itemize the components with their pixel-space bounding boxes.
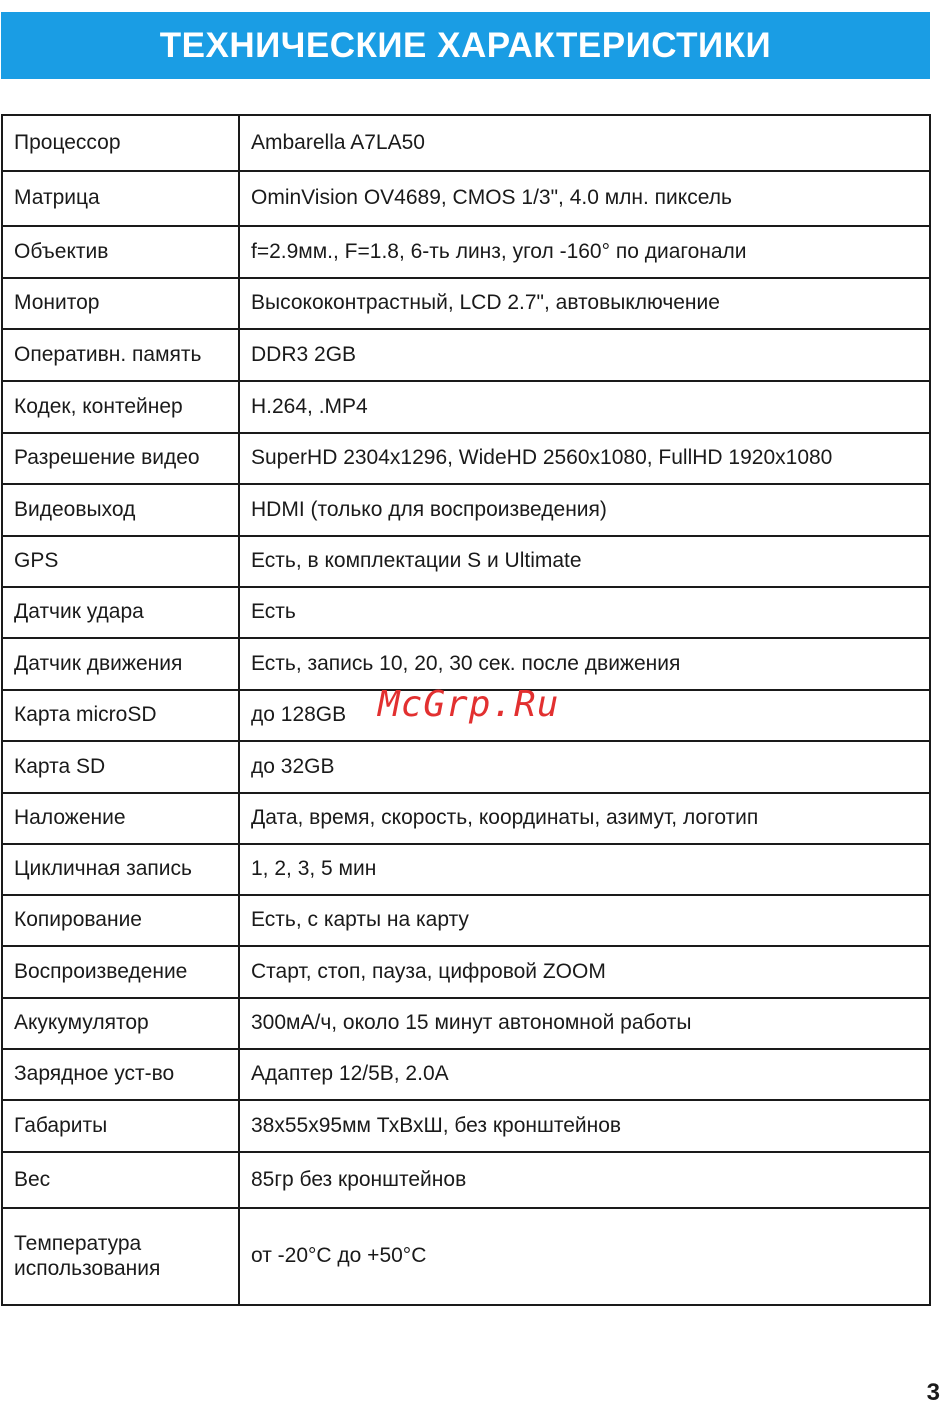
spec-label: Зарядное уст-во xyxy=(2,1049,239,1100)
spec-label: Карта microSD xyxy=(2,690,239,741)
spec-value: до 128GB xyxy=(239,690,930,741)
spec-label: Разрешение видео xyxy=(2,433,239,484)
spec-label: Монитор xyxy=(2,278,239,329)
watermark-text: McGrp.Ru xyxy=(378,684,560,725)
spec-value: H.264, .MP4 xyxy=(239,381,930,433)
spec-value: 85гр без кронштейнов xyxy=(239,1152,930,1208)
spec-label: Воспроизведение xyxy=(2,946,239,998)
table-row xyxy=(2,329,930,381)
page-number: 3 xyxy=(926,1379,940,1406)
spec-label: Карта SD xyxy=(2,741,239,793)
spec-label: Цикличная запись xyxy=(2,844,239,895)
spec-value: Есть xyxy=(239,587,930,638)
table-row xyxy=(2,278,930,329)
spec-value: Есть, в комплектации S и Ultimate xyxy=(239,536,930,587)
table-row xyxy=(2,638,930,690)
table-row xyxy=(2,536,930,587)
spec-label: GPS xyxy=(2,536,239,587)
spec-value: DDR3 2GB xyxy=(239,329,930,381)
spec-value: OminVision OV4689, CMOS 1/3", 4.0 млн. пиксель xyxy=(239,171,930,226)
spec-value: Ambarella A7LA50 xyxy=(239,115,930,171)
spec-value: Старт, стоп, пауза, цифровой ZOOM xyxy=(239,946,930,998)
table-row xyxy=(2,1049,930,1100)
spec-value: Высококонтрастный, LCD 2.7", автовыключение xyxy=(239,278,930,329)
spec-label: Датчик движения xyxy=(2,638,239,690)
spec-value: Есть, с карты на карту xyxy=(239,895,930,946)
spec-value: 1, 2, 3, 5 мин xyxy=(239,844,930,895)
table-row xyxy=(2,741,930,793)
table-row xyxy=(2,226,930,278)
table-row xyxy=(2,433,930,484)
spec-label: Оперативн. память xyxy=(2,329,239,381)
table-row xyxy=(2,1152,930,1208)
table-row xyxy=(2,484,930,536)
spec-value: 38x55x95мм ТхВхШ, без кронштейнов xyxy=(239,1100,930,1152)
spec-label: Вес xyxy=(2,1152,239,1208)
table-row xyxy=(2,381,930,433)
spec-value: от -20°С до +50°С xyxy=(239,1208,930,1305)
table-row xyxy=(2,171,930,226)
spec-label: Акукумулятор xyxy=(2,998,239,1049)
spec-value: HDMI (только для воспроизведения) xyxy=(239,484,930,536)
table-row xyxy=(2,1208,930,1305)
page-title: ТЕХНИЧЕСКИЕ ХАРАКТЕРИСТИКИ xyxy=(159,25,772,65)
spec-label: Матрица xyxy=(2,171,239,226)
spec-label: Объектив xyxy=(2,226,239,278)
spec-label: Габариты xyxy=(2,1100,239,1152)
spec-value: f=2.9мм., F=1.8, 6-ть линз, угол -160° по диагонали xyxy=(239,226,930,278)
spec-label: Кодек, контейнер xyxy=(2,381,239,433)
spec-label: Наложение xyxy=(2,793,239,844)
table-row xyxy=(2,587,930,638)
spec-label: Датчик удара xyxy=(2,587,239,638)
spec-label: Температура использования xyxy=(2,1208,239,1305)
header-banner xyxy=(1,12,930,79)
spec-value: Есть, запись 10, 20, 30 сек. после движения xyxy=(239,638,930,690)
spec-label: Процессор xyxy=(2,115,239,171)
spec-value: 300мА/ч, около 15 минут автономной работы xyxy=(239,998,930,1049)
table-row xyxy=(2,998,930,1049)
spec-label: Копирование xyxy=(2,895,239,946)
table-row xyxy=(2,844,930,895)
table-row xyxy=(2,946,930,998)
table-row xyxy=(2,895,930,946)
spec-value: Дата, время, скорость, координаты, азимут, логотип xyxy=(239,793,930,844)
table-row xyxy=(2,793,930,844)
spec-label: Видеовыход xyxy=(2,484,239,536)
table-row xyxy=(2,115,930,171)
spec-value: SuperHD 2304x1296, WideHD 2560x1080, FullHD 1920x1080 xyxy=(239,433,930,484)
table-row xyxy=(2,1100,930,1152)
spec-value: до 32GB xyxy=(239,741,930,793)
spec-value: Адаптер 12/5В, 2.0А xyxy=(239,1049,930,1100)
